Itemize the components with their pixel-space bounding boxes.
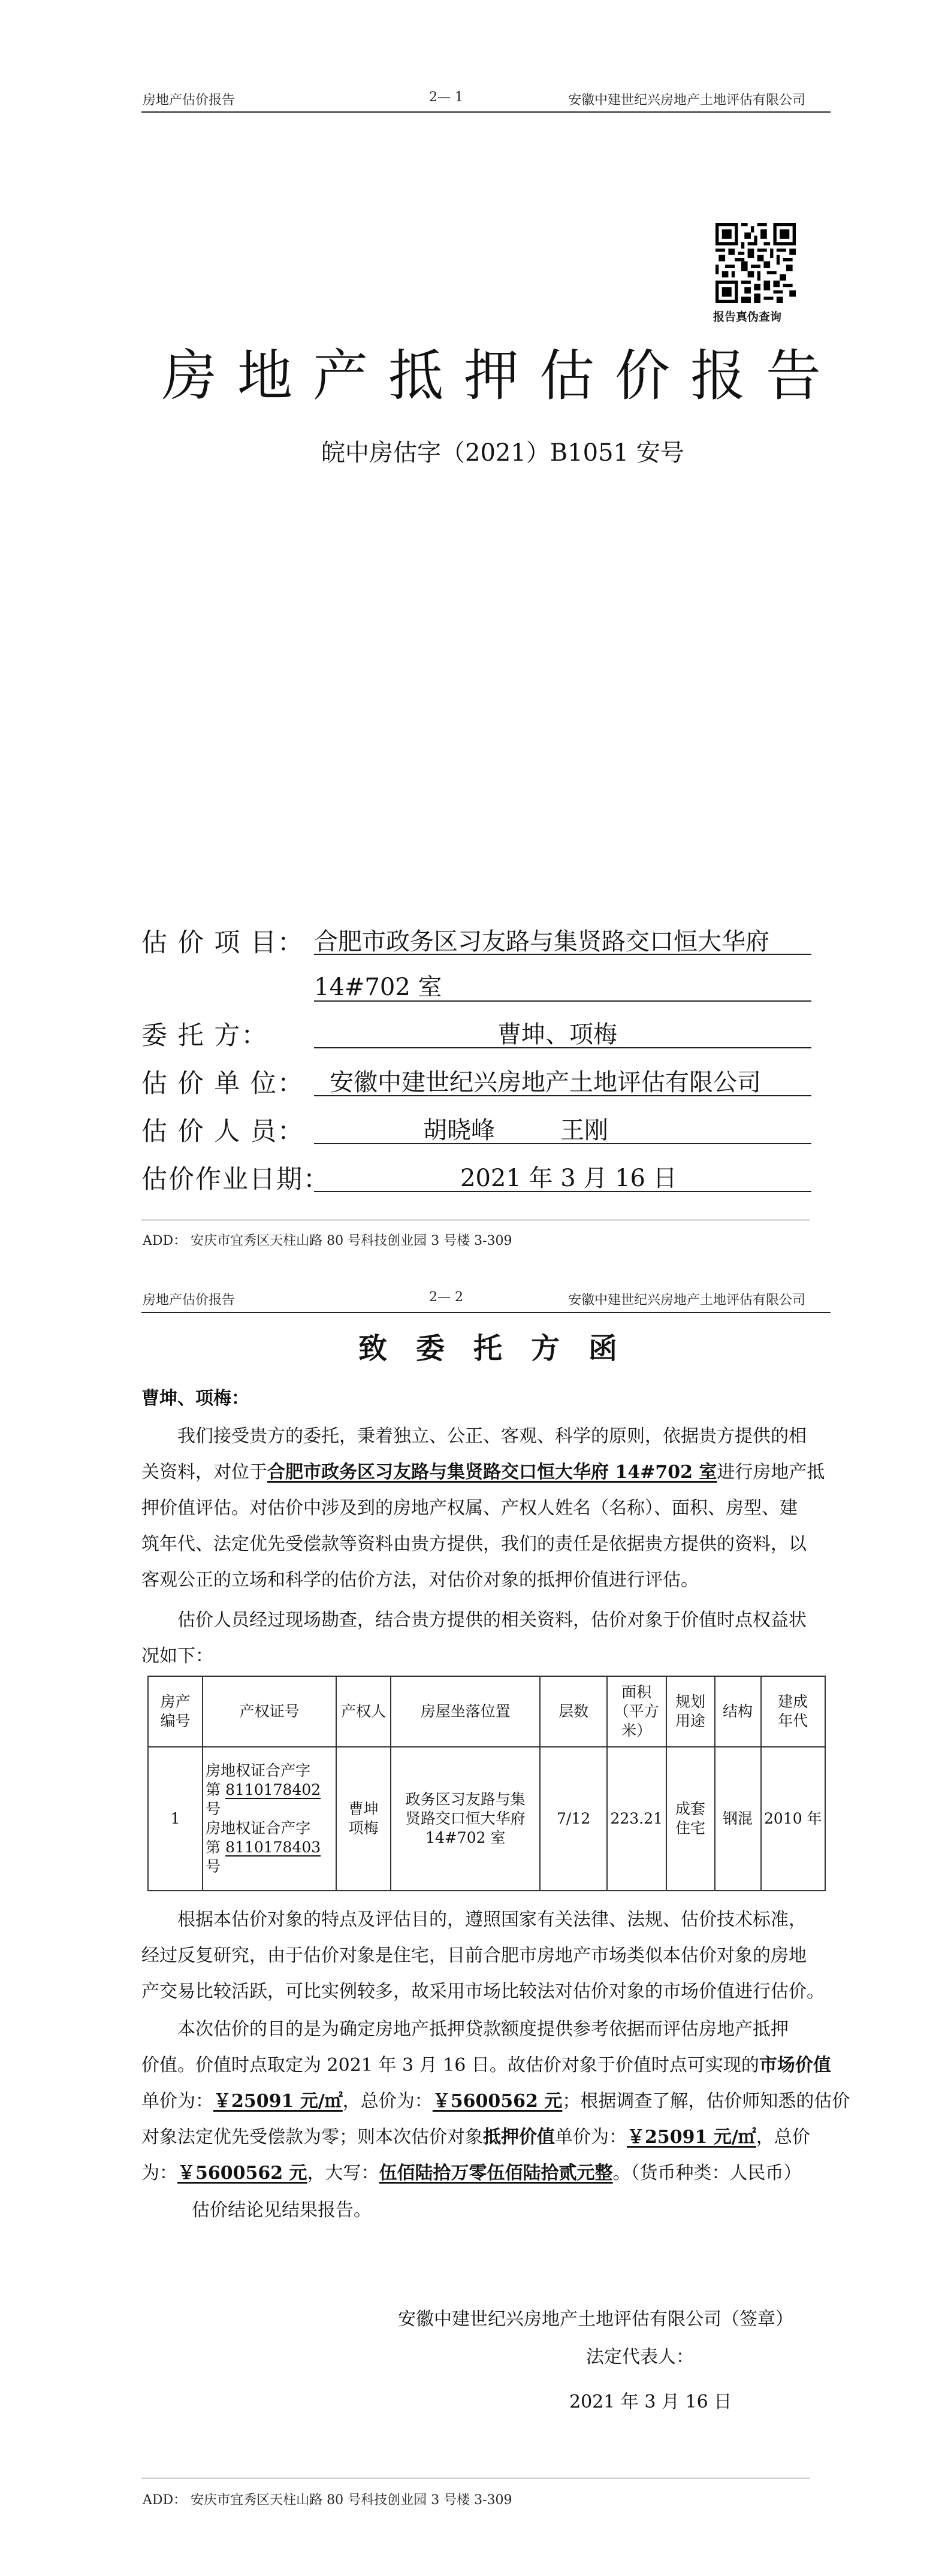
cell-use: 成套 住宅 [666, 1747, 715, 1891]
qr-code-icon[interactable] [715, 223, 796, 303]
para3-line2: 经过反复研究，由于估价对象是住宅，目前合肥市房地产市场类似本估价对象的房地 [141, 1945, 807, 1966]
mortgage-total-price: ￥5600562 元 [177, 2163, 307, 2184]
header-rule [141, 111, 831, 113]
para3-line3: 产交易比较活跃，可比实例较多，故采用市场比较法对估价对象的市场价值进行估价。 [141, 1981, 825, 2002]
th-cert: 产权证号 [203, 1676, 336, 1747]
date-label: 估价作业日期： [141, 1165, 330, 1195]
property-table [147, 1676, 826, 1891]
document-number: 皖中房估字（2021）B1051 安号 [321, 439, 684, 467]
client-value: 曹坤、项梅 [497, 1021, 617, 1048]
table-row [148, 1747, 825, 1891]
header-left: 房地产估价报告 [143, 1293, 236, 1308]
qr-caption: 报告真伪查询 [713, 310, 782, 323]
th-structure: 结构 [715, 1676, 761, 1747]
project-underline-1 [314, 954, 811, 955]
appraiser-underline [314, 1143, 811, 1144]
date-value: 2021 年 3 月 16 日 [460, 1165, 677, 1192]
para2-line2: 况如下： [141, 1646, 213, 1667]
para5: 估价结论见结果报告。 [192, 2200, 372, 2221]
date-underline [314, 1191, 811, 1192]
cell-year: 2010 年 [761, 1747, 825, 1891]
cell-location: 政务区习友路与集 贤路交口恒大华府 14#702 室 [391, 1747, 540, 1891]
property-address: 合肥市政务区习友路与集贤路交口恒大华府 14#702 室 [267, 1462, 717, 1483]
client-underline [314, 1047, 811, 1048]
para4-line3: 单价为：￥25091 元/㎡，总价为：￥5600562 元；根据调查了解，估价师知悉的估价 [141, 2091, 850, 2112]
cell-cert: 房地权证合产字 第 8110178402 号 房地权证合产字 第 8110178403 号 [203, 1747, 336, 1891]
para1-line3: 押价值评估。对估价中涉及到的房地产权属、产权人姓名（名称）、面积、房型、建 [141, 1498, 798, 1519]
header-left: 房地产估价报告 [143, 93, 236, 108]
th-no: 房产 编号 [148, 1676, 203, 1747]
para4-line2: 价值。价值时点取定为 2021 年 3 月 16 日。故估价对象于价值时点可实现的市场价值 [141, 2055, 831, 2076]
appraiser-label: 估 价 人 员： [141, 1117, 305, 1147]
appraiser-2: 王刚 [560, 1117, 608, 1144]
project-label: 估 价 项 目： [141, 928, 305, 958]
header-rule [141, 1312, 831, 1313]
th-owner: 产权人 [336, 1676, 391, 1747]
signature-date: 2021 年 3 月 16 日 [569, 2391, 732, 2412]
para3-line1: 根据本估价对象的特点及评估目的，遵照国家有关法律、法规、估价技术标准， [177, 1909, 807, 1930]
cell-structure: 钢混 [715, 1747, 761, 1891]
header-page-number: 2— 2 [429, 1290, 463, 1305]
signature-company: 安徽中建世纪兴房地产土地评估有限公司（签章） [398, 2309, 793, 2330]
market-unit-price: ￥25091 元/㎡ [213, 2091, 343, 2112]
appraiser-1: 胡晓峰 [423, 1117, 495, 1144]
salutation: 曹坤、项梅： [141, 1388, 249, 1409]
para1-line5: 客观公正的立场和科学的估价方法，对估价对象的抵押价值进行评估。 [141, 1570, 699, 1591]
th-floor: 层数 [540, 1676, 606, 1747]
client-label: 委 托 方： [141, 1021, 268, 1051]
report-title: 房地产抵押估价报告 [162, 344, 842, 408]
letter-title: 致委托方函 [358, 1332, 647, 1365]
amount-in-words: 伍佰陆拾万零伍佰陆拾贰元整 [379, 2163, 613, 2184]
footer-address: ADD： 安庆市宜秀区天柱山路 80 号科技创业园 3 号楼 3-309 [143, 2493, 512, 2508]
cell-area: 223.21 [607, 1747, 666, 1891]
market-total-price: ￥5600562 元 [432, 2091, 563, 2112]
cell-floor: 7/12 [540, 1747, 606, 1891]
para4-line5: 为：￥5600562 元，大写：伍佰陆拾万零伍佰陆拾贰元整。（货币种类：人民币） [141, 2163, 802, 2184]
mortgage-unit-price: ￥25091 元/㎡ [627, 2127, 756, 2148]
project-underline-2 [314, 1000, 811, 1002]
unit-underline [314, 1095, 811, 1096]
unit-value: 安徽中建世纪兴房地产土地评估有限公司 [330, 1069, 761, 1096]
footer-address: ADD： 安庆市宜秀区天柱山路 80 号科技创业园 3 号楼 3-309 [143, 1233, 512, 1248]
signature-representative: 法定代表人： [586, 2347, 694, 2368]
cell-owner: 曹坤 项梅 [336, 1747, 391, 1891]
para4-line1: 本次估价的目的是为确定房地产抵押贷款额度提供参考依据而评估房地产抵押 [177, 2019, 789, 2040]
para4-line4: 对象法定优先受偿款为零；则本次估价对象抵押价值单价为：￥25091 元/㎡，总价 [141, 2127, 810, 2148]
para1-line1: 我们接受贵方的委托，秉着独立、公正、客观、科学的原则，依据贵方提供的相 [177, 1426, 807, 1447]
th-area: 面积 （平方 米） [607, 1676, 666, 1747]
table-header-row [148, 1676, 825, 1747]
th-use: 规划 用途 [666, 1676, 715, 1747]
header-page-number: 2— 1 [429, 90, 463, 105]
para1-line2: 关资料，对位于合肥市政务区习友路与集贤路交口恒大华府 14#702 室进行房地产抵 [141, 1462, 825, 1483]
th-year: 建成 年代 [761, 1676, 825, 1747]
project-value-line1: 合肥市政务区习友路与集贤路交口恒大华府 [314, 928, 769, 956]
para1-line4: 筑年代、法定优先受偿款等资料由贵方提供，我们的责任是依据贵方提供的资料，以 [141, 1534, 807, 1555]
header-right: 安徽中建世纪兴房地产土地评估有限公司 [568, 93, 806, 108]
unit-label: 估 价 单 位： [141, 1069, 305, 1099]
header-right: 安徽中建世纪兴房地产土地评估有限公司 [568, 1293, 806, 1308]
project-value-line2: 14#702 室 [314, 973, 442, 1001]
para2-line1: 估价人员经过现场勘查，结合贵方提供的相关资料，估价对象于价值时点权益状 [177, 1610, 807, 1631]
cell-no: 1 [148, 1747, 203, 1891]
th-location: 房屋坐落位置 [391, 1676, 540, 1747]
